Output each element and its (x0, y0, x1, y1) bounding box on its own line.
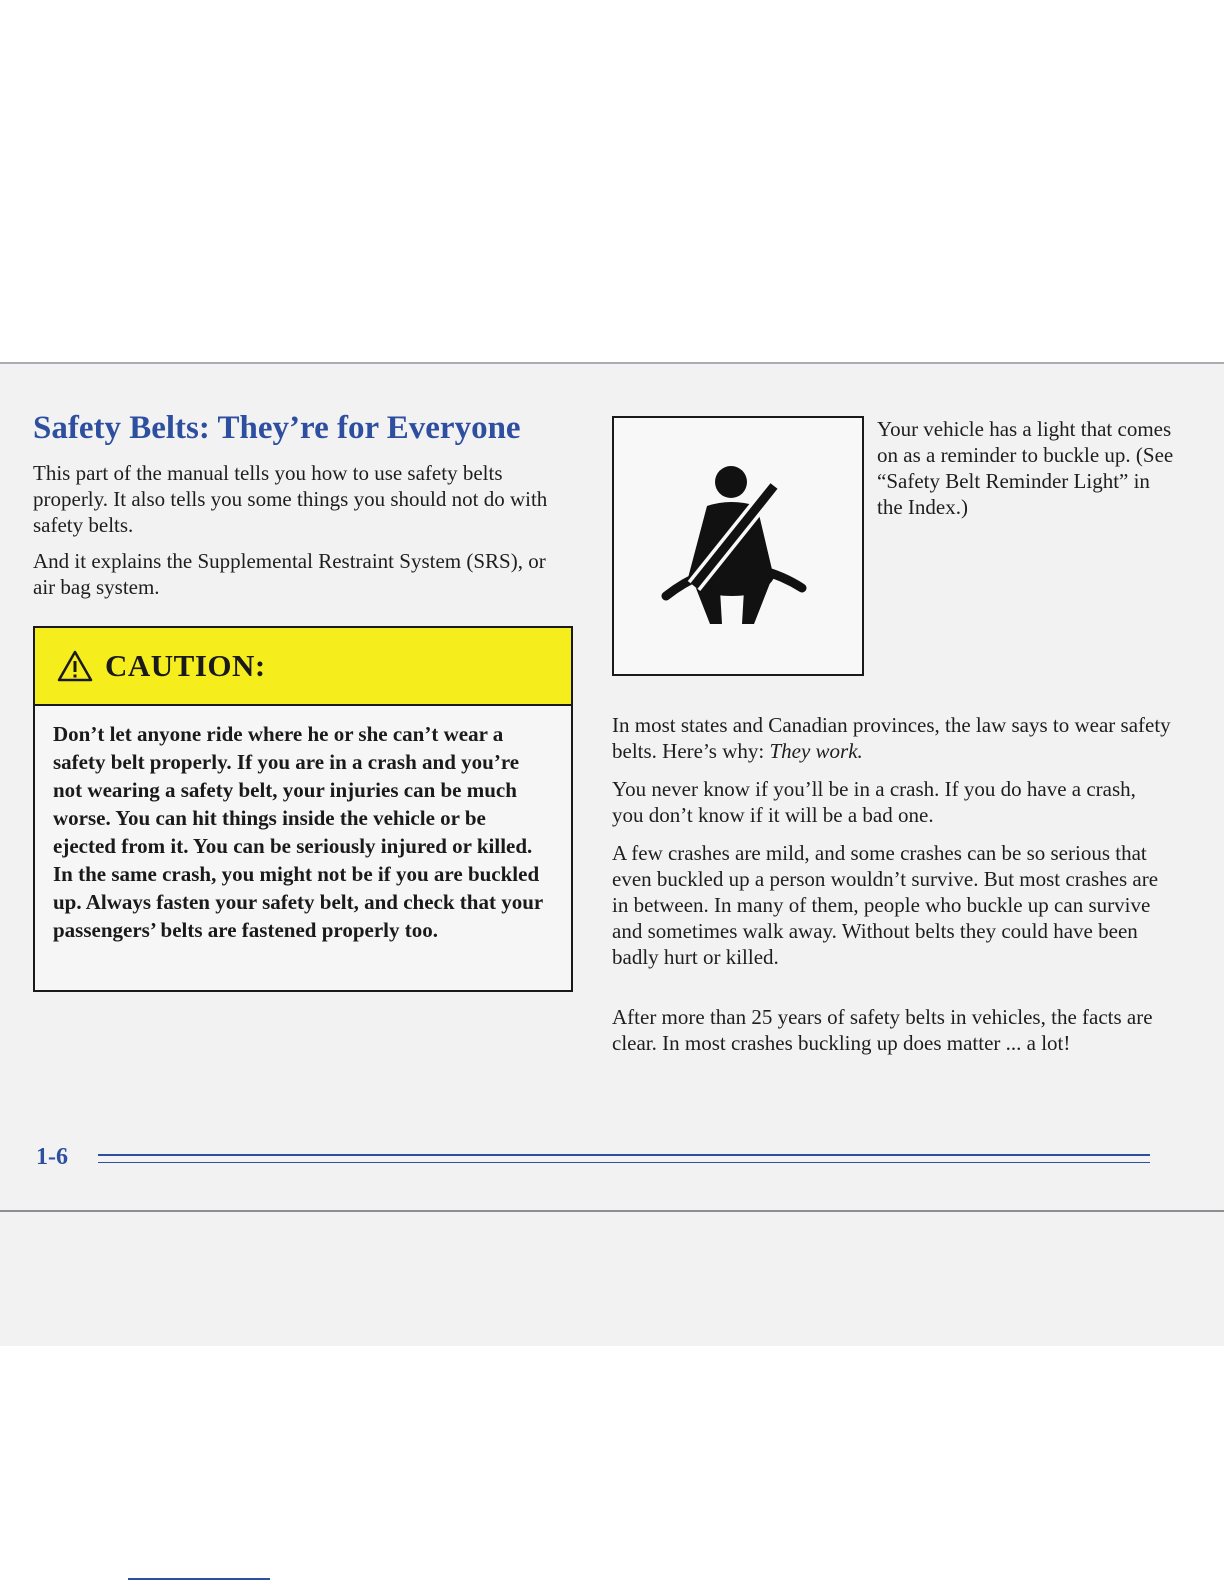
body-paragraph-1: You never know if you’ll be in a crash. If you do have a crash, you don’t know if it will be a bad one. (612, 777, 1136, 827)
warning-triangle-icon (57, 650, 93, 682)
caution-text: Don’t let anyone ride where he or she can’t wear a safety belt properly. If you are in a crash and you’re not wearing a safety belt, your injuries can be much worse. You can hit things inside the vehicle or be ejected from it. You can be seriously injured or killed. In the same crash, you might not be if you are buckled up. Always fasten your safety belt, and check that your passengers’ belts are fastened properly too. (53, 722, 543, 942)
seatbelt-reminder-icon (614, 418, 862, 674)
intro-paragraph-1: This part of the manual tells you how to use safety belts properly. It also tells you some things you should not do with safety belts. (33, 461, 548, 537)
body-paragraph-3: After more than 25 years of safety belts in vehicles, the facts are clear. In most crashes buckling up does matter ... a lot! (612, 1005, 1153, 1055)
caution-header (35, 628, 571, 706)
stray-rule (128, 1578, 270, 1580)
seatbelt-icon-frame (612, 416, 864, 676)
footer-rule (98, 1154, 1150, 1156)
body-paragraph-2: A few crashes are mild, and some crashes can be so serious that even buckled up a person wouldn’t survive. But most crashes are in between. In many of them, people who buckle up can survive and sometimes walk away. Without belts they could have been badly hurt or killed. (612, 841, 1159, 969)
page-bottom-edge (0, 1210, 1224, 1212)
page-number: 1-6 (36, 1144, 68, 1170)
caution-box (33, 626, 573, 992)
caution-title: CAUTION: (105, 648, 266, 683)
intro-paragraph-2: And it explains the Supplemental Restraint System (SRS), or air bag system. (33, 549, 546, 599)
reminder-light-paragraph: Your vehicle has a light that comes on as a reminder to buckle up. (See “Safety Belt Reminder Light” in the Index.) (877, 417, 1174, 519)
footer-rule-thin (98, 1162, 1150, 1163)
law-paragraph (612, 712, 1172, 764)
law-emphasis: They work. (769, 739, 863, 763)
page-top-edge (0, 362, 1224, 364)
section-title: Safety Belts: They’re for Everyone (33, 410, 521, 446)
law-text: In most states and Canadian provinces, the law says to wear safety belts. Here’s why: (612, 713, 1171, 763)
